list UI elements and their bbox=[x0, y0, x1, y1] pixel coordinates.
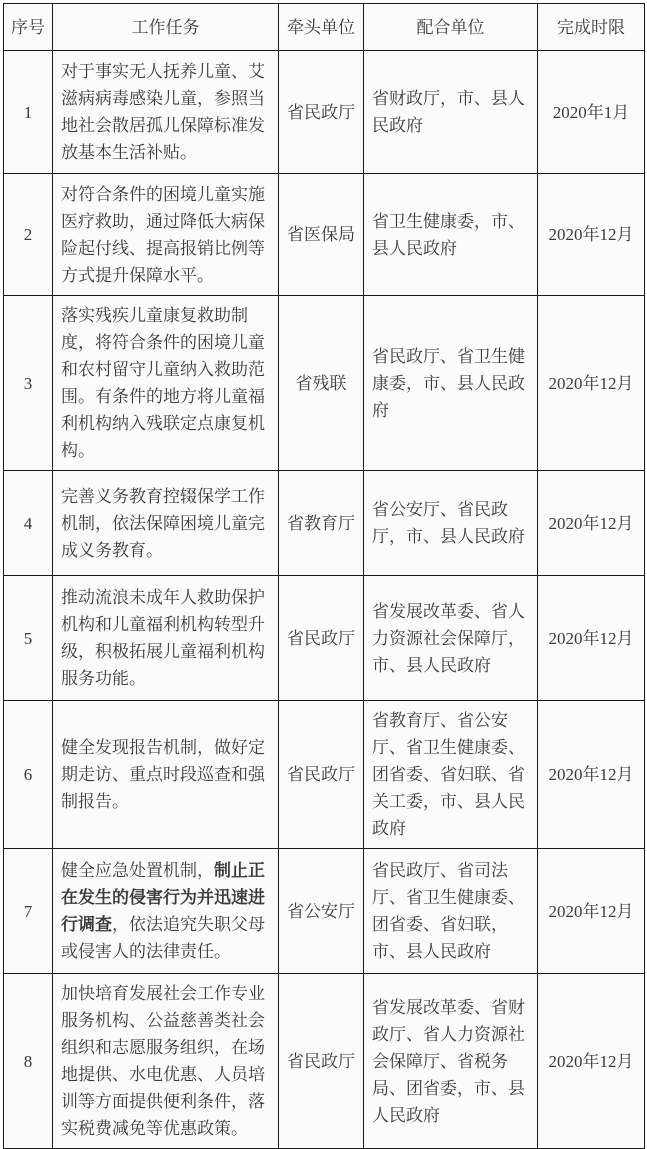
table-row bbox=[4, 701, 645, 849]
text-segment: 省民政厅 bbox=[287, 628, 355, 648]
text-segment: 加快培育发展社会工作专业服务机构、公益慈善类社会组织和志愿服务组织，在场地提供、水电优惠、人员培训等方面提供便利条件，落实税费减免等优惠政策。 bbox=[61, 984, 265, 1138]
text-segment: 完善义务教育控辍保学工作机制，依法保障困境儿童完成义务教育。 bbox=[61, 486, 265, 560]
row-number-cell bbox=[4, 471, 53, 576]
support-units-cell bbox=[364, 51, 538, 174]
row-number-cell bbox=[4, 974, 53, 1149]
lead-unit-cell bbox=[279, 471, 364, 576]
text-segment: 省民政厅 bbox=[287, 102, 355, 122]
column-header-support-units: 配合单位 bbox=[364, 4, 538, 51]
column-header-no: 序号 bbox=[4, 4, 53, 51]
text-segment: 省民政厅、省卫生健康委，市、县人民政府 bbox=[372, 346, 525, 420]
lead-unit-cell bbox=[279, 576, 364, 701]
text-segment: 省发展改革委、省财政厅、省人力资源社会保障厅、省税务局、团省委，市、县人民政府 bbox=[372, 997, 525, 1125]
text-segment: 2020年12月 bbox=[548, 1051, 634, 1071]
text-segment: 省民政厅 bbox=[287, 765, 355, 784]
emphasized-text: 制止正在发生的侵害行为并迅速进行调查 bbox=[61, 861, 265, 934]
row-number-cell bbox=[4, 296, 53, 471]
work-tasks-table bbox=[3, 3, 645, 1149]
table-row bbox=[4, 471, 645, 576]
text-segment: 落实残疾儿童康复救助制度，将符合条件的困境儿童和农村留守儿童纳入救助范围。有条件的地方将儿童福利机构纳入残联定点康复机构。 bbox=[61, 306, 265, 460]
text-segment: 2020年1月 bbox=[552, 102, 630, 122]
column-header-task: 工作任务 bbox=[53, 4, 279, 51]
text-segment: 3 bbox=[23, 373, 33, 393]
text-segment: 省公安厅 bbox=[287, 901, 355, 921]
support-units-cell bbox=[364, 701, 538, 849]
table-row bbox=[4, 51, 645, 174]
row-number-cell bbox=[4, 174, 53, 296]
task-cell bbox=[53, 576, 279, 701]
lead-unit-cell bbox=[279, 701, 364, 849]
text-segment: ，依法追究失职父母或侵害人的法律责任。 bbox=[61, 915, 265, 961]
text-segment: 8 bbox=[23, 1051, 33, 1071]
text-segment: 2 bbox=[23, 225, 33, 244]
text-segment: 省财政厅，市、县人民政府 bbox=[372, 89, 525, 135]
deadline-cell bbox=[538, 974, 645, 1149]
task-cell bbox=[53, 51, 279, 174]
row-number-cell bbox=[4, 51, 53, 174]
text-segment: 2020年12月 bbox=[548, 901, 634, 921]
deadline-cell bbox=[538, 296, 645, 471]
support-units-cell bbox=[364, 174, 538, 296]
lead-unit-cell bbox=[279, 296, 364, 471]
text-segment: 省医保局 bbox=[287, 225, 355, 244]
text-segment: 省卫生健康委，市、县人民政府 bbox=[372, 211, 525, 258]
task-cell bbox=[53, 296, 279, 471]
text-segment: 1 bbox=[23, 102, 33, 122]
text-segment: 对符合条件的困境儿童实施医疗救助，通过降低大病保险起付线、提高报销比例等方式提升保障水平。 bbox=[61, 184, 265, 285]
text-segment: 2020年12月 bbox=[548, 373, 634, 393]
table-row bbox=[4, 974, 645, 1149]
lead-unit-cell bbox=[279, 51, 364, 174]
text-segment: 2020年12月 bbox=[548, 513, 634, 533]
lead-unit-cell bbox=[279, 974, 364, 1149]
text-segment: 健全应急处置机制， bbox=[61, 861, 214, 880]
text-segment: 省教育厅、省公安厅、省卫生健康委、团省委、省妇联、省关工委，市、县人民政府 bbox=[372, 711, 525, 838]
text-segment: 5 bbox=[23, 628, 33, 648]
text-segment: 2020年12月 bbox=[548, 765, 634, 784]
lead-unit-cell bbox=[279, 849, 364, 974]
table-row bbox=[4, 296, 645, 471]
text-segment: 推动流浪未成年人救助保护机构和儿童福利机构转型升级，积极拓展儿童福利机构服务功能。 bbox=[61, 588, 265, 688]
deadline-cell bbox=[538, 576, 645, 701]
row-number-cell bbox=[4, 576, 53, 701]
deadline-cell bbox=[538, 701, 645, 849]
support-units-cell bbox=[364, 849, 538, 974]
text-segment: 对于事实无人抚养儿童、艾滋病病毒感染儿童，参照当地社会散居孤儿保障标准发放基本生活补贴。 bbox=[61, 62, 265, 162]
text-segment: 2020年12月 bbox=[548, 628, 634, 648]
support-units-cell bbox=[364, 974, 538, 1149]
task-cell bbox=[53, 974, 279, 1149]
table-row bbox=[4, 174, 645, 296]
column-header-lead-unit: 牵头单位 bbox=[279, 4, 364, 51]
text-segment: 4 bbox=[23, 513, 33, 533]
table-header-row bbox=[4, 4, 645, 51]
text-segment: 省民政厅 bbox=[287, 1051, 355, 1071]
text-segment: 省教育厅 bbox=[287, 513, 355, 533]
deadline-cell bbox=[538, 51, 645, 174]
text-segment: 省残联 bbox=[295, 373, 347, 393]
task-cell bbox=[53, 849, 279, 974]
deadline-cell bbox=[538, 849, 645, 974]
deadline-cell bbox=[538, 471, 645, 576]
column-header-deadline: 完成时限 bbox=[538, 4, 645, 51]
text-segment: 省发展改革委、省人力资源社会保障厅，市、县人民政府 bbox=[372, 601, 525, 675]
text-segment: 6 bbox=[23, 765, 33, 784]
task-cell bbox=[53, 174, 279, 296]
text-segment: 健全发现报告机制，做好定期走访、重点时段巡查和强制报告。 bbox=[61, 738, 265, 811]
table-row bbox=[4, 576, 645, 701]
task-cell bbox=[53, 701, 279, 849]
deadline-cell bbox=[538, 174, 645, 296]
support-units-cell bbox=[364, 576, 538, 701]
support-units-cell bbox=[364, 471, 538, 576]
support-units-cell bbox=[364, 296, 538, 471]
task-cell bbox=[53, 471, 279, 576]
text-segment: 省民政厅、省司法厅、省卫生健康委、团省委、省妇联，市、县人民政府 bbox=[372, 861, 525, 961]
row-number-cell bbox=[4, 701, 53, 849]
text-segment: 省公安厅、省民政厅，市、县人民政府 bbox=[372, 500, 525, 546]
lead-unit-cell bbox=[279, 174, 364, 296]
row-number-cell bbox=[4, 849, 53, 974]
table-row bbox=[4, 849, 645, 974]
text-segment: 2020年12月 bbox=[548, 225, 634, 244]
text-segment: 7 bbox=[23, 901, 33, 921]
